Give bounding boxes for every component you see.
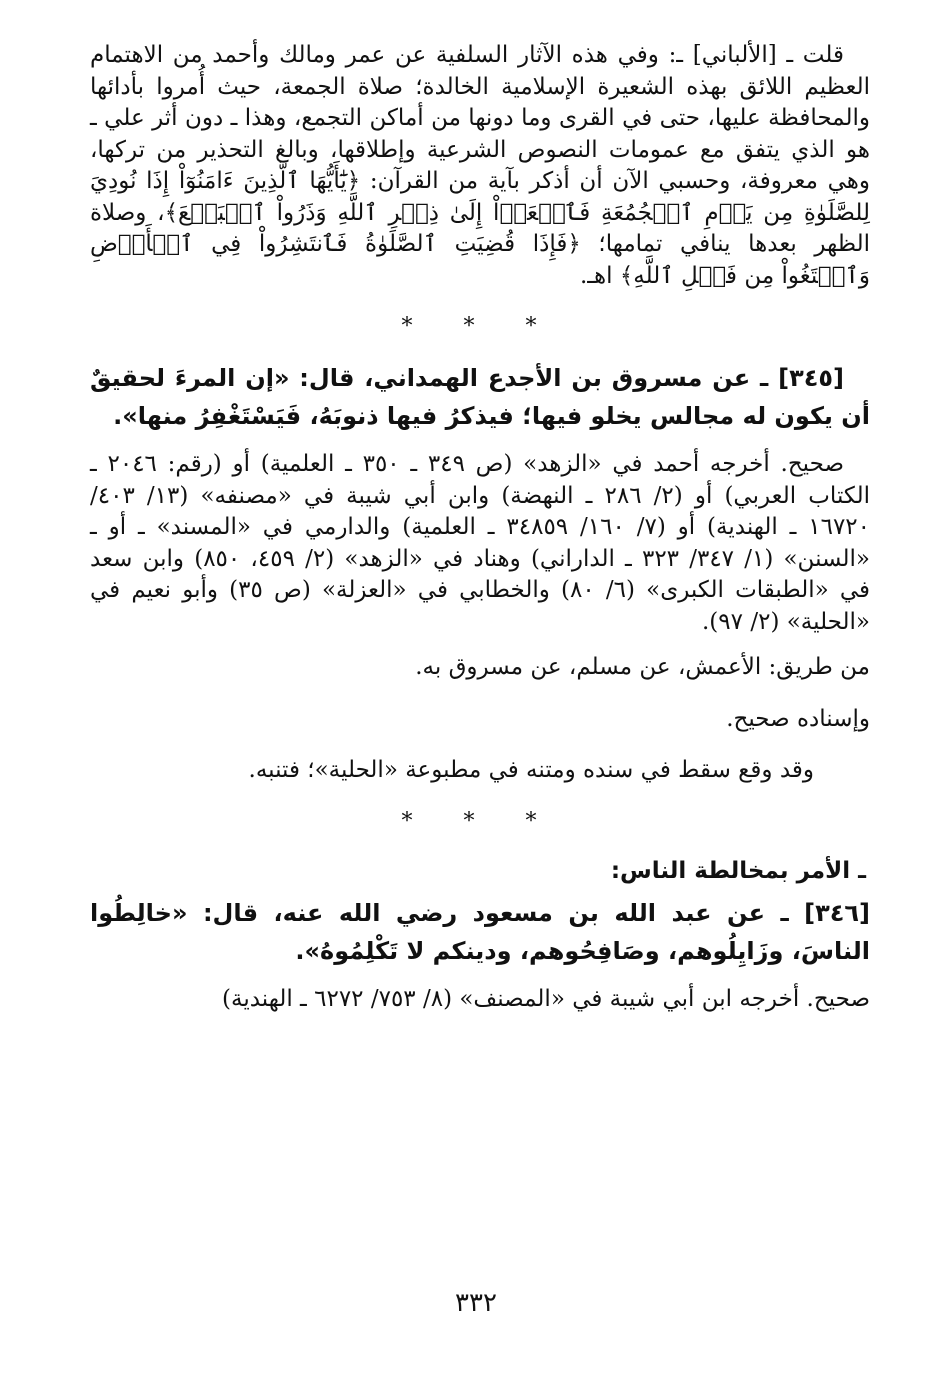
section-heading: ـ الأمر بمخالطة الناس: bbox=[610, 857, 866, 884]
hadith-345-note: وقد وقع سقط في سنده ومتنه في مطبوعة «الحلية»؛ فتنبه. bbox=[248, 757, 814, 783]
section-divider: * * * bbox=[401, 808, 559, 834]
page-body bbox=[90, 40, 870, 1015]
hadith-345-text: [٣٤٥] ـ عن مسروق بن الأجدع الهمداني، قال: «إن المرءَ لحقيقٌ أن يكون له مجالس يخلو فيها؛ فيذكرُ فيها ذنوبَهُ، فَيَسْتَغْفِرُ منها». bbox=[90, 364, 870, 430]
hadith-345-grading: وإسناده صحيح. bbox=[726, 705, 870, 732]
intro-paragraph: قلت ـ [الألباني] ـ: وفي هذه الآثار السلفية عن عمر ومالك وأحمد من الاهتمام العظيم اللائق بهذه الشعيرة الإسلامية الخالدة؛ صلاة الجمعة، حيث أُمروا بأدائها والمحافظة عليها، حتى في القرى وما دونها من أماكن التجمع، وهذا ـ دون أثر علي ـ هو الذي يتفق مع عمومات النصوص الشرعية وإطلاقها، وبالغ التحذير من تركها، وهي معروفة، وحسبي الآن أن أذكر بآية من القرآن: ﴿يَٰٓأَيُّهَا ٱلَّذِينَ ءَامَنُوٓاْ إِذَا نُودِيَ لِلصَّلَوٰةِ مِن يَوۡمِ ٱلۡجُمُعَةِ فَٱسۡعَوۡاْ إِلَىٰ ذِكۡرِ ٱللَّهِ وَذَرُواْ ٱلۡبَيۡعَ﴾، وصلاة الظهر بعدها ينافي تمامها؛ ﴿فَإِذَا قُضِيَتِ ٱلصَّلَوٰةُ فَٱنتَشِرُواْ فِي ٱلۡأَرۡضِ وَٱبۡتَغُواْ مِن فَضۡلِ ٱللَّهِ﴾ اهـ. bbox=[90, 42, 870, 289]
hadith-345-chain: من طريق: الأعمش، عن مسلم، عن مسروق به. bbox=[415, 654, 870, 680]
hadith-346-text: [٣٤٦] ـ عن عبد الله بن مسعود رضي الله عنه، قال: «خالِطُوا الناسَ، وزَايِلُوهم، وصَافِحُوهم، ودينكم لا تَكْلِمُوهُ». bbox=[90, 898, 870, 965]
section-divider: * * * bbox=[401, 314, 559, 339]
page-number: ٣٣٢ bbox=[455, 1288, 497, 1318]
hadith-345-takhrij: صحيح. أخرجه أحمد في «الزهد» (ص ٣٤٩ ـ ٣٥٠ ـ العلمية) أو (رقم: ٢٠٤٦ ـ الكتاب العربي) أو (٢/ ٢٨٦ ـ النهضة) وابن أبي شيبة في «مصنفه» (١٣/ ٤٠٣/ ١٦٧٢٠ ـ الهندية) أو (٧/ ١٦٠/ ٣٤٨٥٩ ـ العلمية) والدارمي في «المسند» ـ أو ـ «السنن» (١/ ٣٤٧/ ٣٢٣ ـ الداراني) وهناد في «الزهد» (٢/ ٤٥٩، ٨٥٠) وابن سعد في «الطبقات الكبرى» (٦/ ٨٠) والخطابي في «العزلة» (ص ٣٥) وأبو نعيم في «الحلية» (٢/ ٩٧). bbox=[90, 451, 871, 635]
hadith-346-takhrij: صحيح. أخرجه ابن أبي شيبة في «المصنف» (٨/ ٧٥٣/ ٦٢٧٢ ـ الهندية) bbox=[222, 985, 870, 1012]
